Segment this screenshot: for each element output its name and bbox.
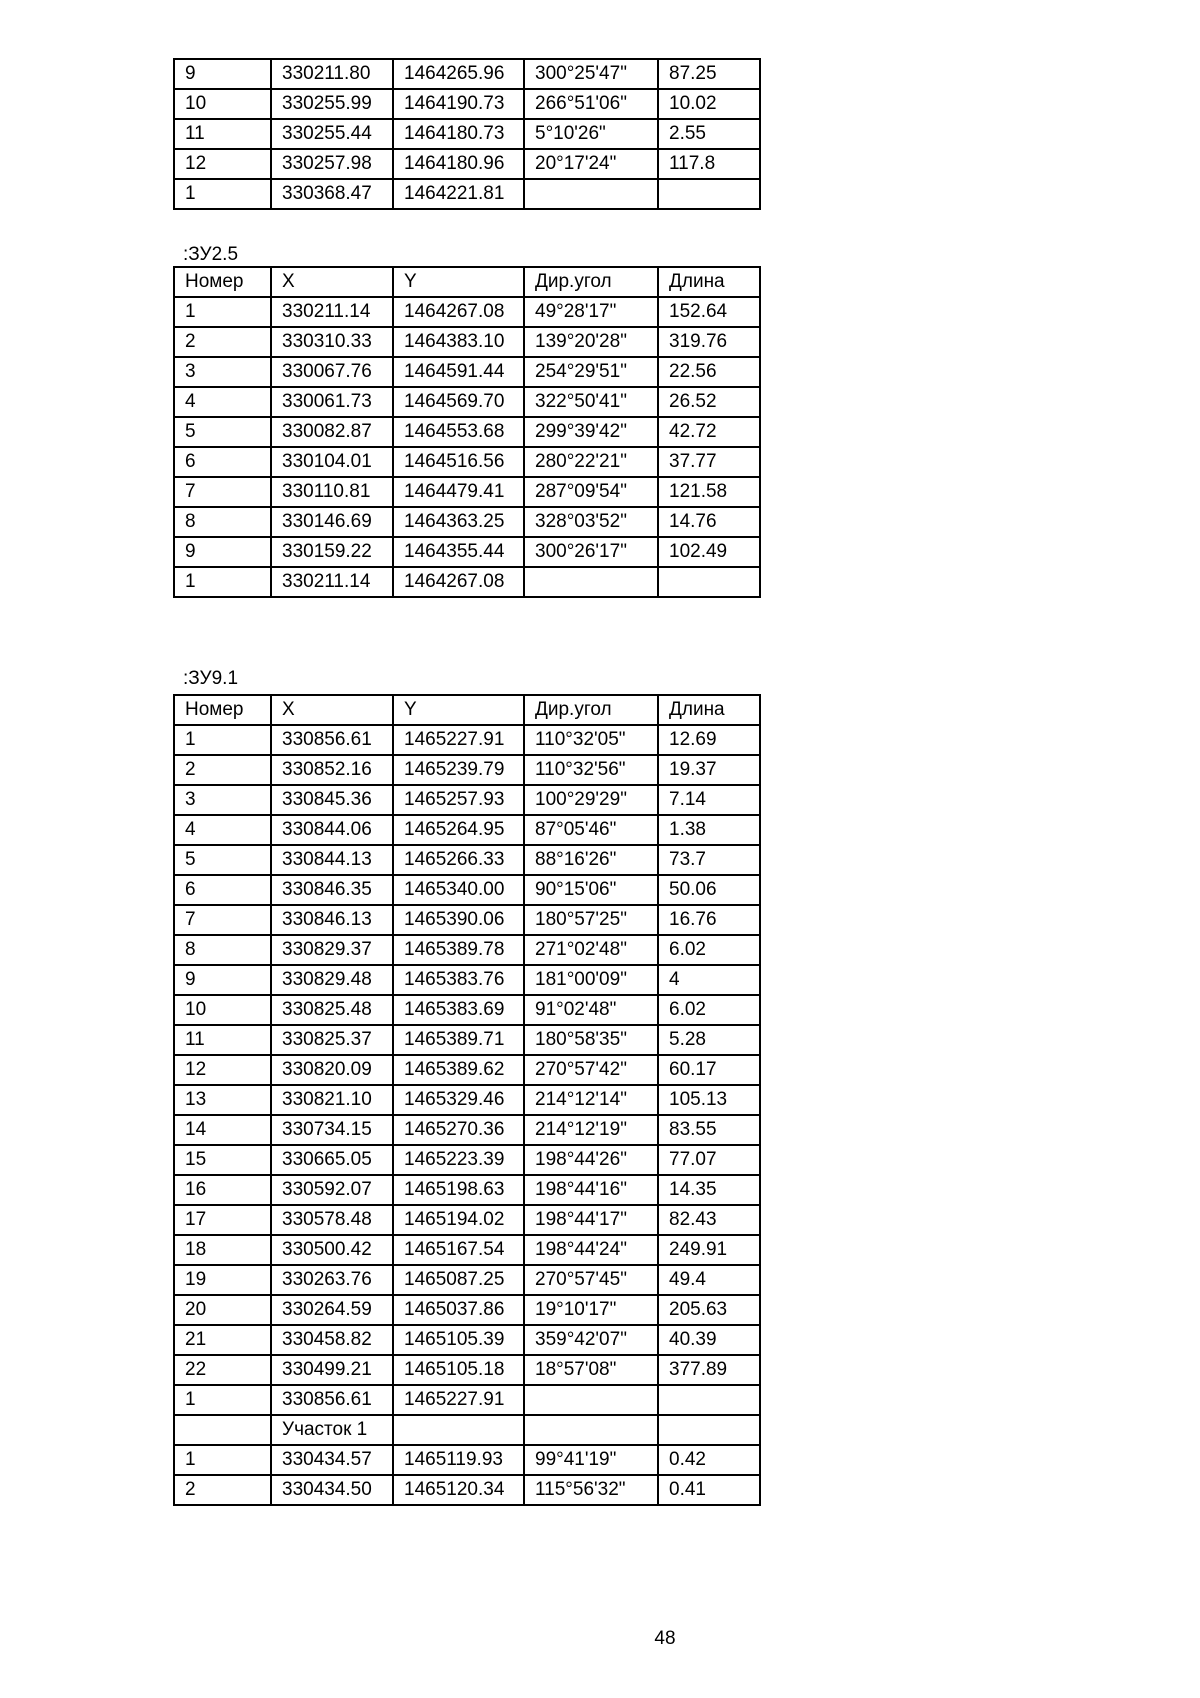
table-cell: 330665.05 bbox=[271, 1145, 393, 1175]
table-cell bbox=[174, 1415, 271, 1445]
table-cell: 1465105.18 bbox=[393, 1355, 524, 1385]
table-cell: 5.28 bbox=[658, 1025, 760, 1055]
table-row bbox=[174, 1295, 760, 1325]
table-row bbox=[174, 815, 760, 845]
header-cell: Номер bbox=[174, 695, 271, 725]
table-body bbox=[174, 695, 760, 1505]
table-cell: 214°12'19" bbox=[524, 1115, 658, 1145]
table-cell: 328°03'52" bbox=[524, 507, 658, 537]
table-cell: 180°58'35" bbox=[524, 1025, 658, 1055]
table-cell: 330821.10 bbox=[271, 1085, 393, 1115]
coordinates-table-zu9-1 bbox=[173, 694, 761, 1506]
table-cell: 1464180.96 bbox=[393, 149, 524, 179]
table-cell: 117.8 bbox=[658, 149, 760, 179]
table-cell: 1465340.00 bbox=[393, 875, 524, 905]
table-cell: 5 bbox=[174, 417, 271, 447]
table-cell: 20°17'24" bbox=[524, 149, 658, 179]
table-cell: 16.76 bbox=[658, 905, 760, 935]
table-cell: 2 bbox=[174, 1475, 271, 1505]
header-cell: Y bbox=[393, 695, 524, 725]
table-row bbox=[174, 59, 760, 89]
table-cell: 4 bbox=[174, 815, 271, 845]
table-row bbox=[174, 447, 760, 477]
table-row bbox=[174, 89, 760, 119]
header-cell: Длина bbox=[658, 267, 760, 297]
table-cell: 300°26'17" bbox=[524, 537, 658, 567]
table-cell: 330146.69 bbox=[271, 507, 393, 537]
table-row bbox=[174, 1175, 760, 1205]
table-header-row bbox=[174, 267, 760, 297]
table-body bbox=[174, 59, 760, 209]
table-cell: 7.14 bbox=[658, 785, 760, 815]
table-cell: 7 bbox=[174, 905, 271, 935]
table-cell: 6 bbox=[174, 447, 271, 477]
table-cell: 49°28'17" bbox=[524, 297, 658, 327]
table-cell: 330264.59 bbox=[271, 1295, 393, 1325]
table-cell: 3 bbox=[174, 357, 271, 387]
table-cell bbox=[393, 1415, 524, 1445]
table-cell: 1464591.44 bbox=[393, 357, 524, 387]
table-cell: 19 bbox=[174, 1265, 271, 1295]
header-cell: Y bbox=[393, 267, 524, 297]
table-cell: 2.55 bbox=[658, 119, 760, 149]
table-cell: 110°32'05" bbox=[524, 725, 658, 755]
table-row bbox=[174, 1445, 760, 1475]
section-label-zu2-5: :ЗУ2.5 bbox=[183, 244, 239, 265]
table-cell: 5°10'26" bbox=[524, 119, 658, 149]
table-cell: 50.06 bbox=[658, 875, 760, 905]
table-cell: 249.91 bbox=[658, 1235, 760, 1265]
table-row bbox=[174, 725, 760, 755]
table-cell: 16 bbox=[174, 1175, 271, 1205]
table-cell: 287°09'54" bbox=[524, 477, 658, 507]
table-cell: 90°15'06" bbox=[524, 875, 658, 905]
table-cell: 21 bbox=[174, 1325, 271, 1355]
table-cell bbox=[658, 1385, 760, 1415]
table-cell: 7 bbox=[174, 477, 271, 507]
table-cell: 1464355.44 bbox=[393, 537, 524, 567]
table-row bbox=[174, 1385, 760, 1415]
table-row bbox=[174, 297, 760, 327]
table-row bbox=[174, 1085, 760, 1115]
table-cell: 1464479.41 bbox=[393, 477, 524, 507]
table-cell: 198°44'24" bbox=[524, 1235, 658, 1265]
table-cell bbox=[524, 1415, 658, 1445]
table-cell: 26.52 bbox=[658, 387, 760, 417]
table-row bbox=[174, 417, 760, 447]
table-cell: 88°16'26" bbox=[524, 845, 658, 875]
table-cell: 1465167.54 bbox=[393, 1235, 524, 1265]
table-cell: 198°44'26" bbox=[524, 1145, 658, 1175]
table-cell: 330257.98 bbox=[271, 149, 393, 179]
table-cell: 330734.15 bbox=[271, 1115, 393, 1145]
table-cell: 330255.99 bbox=[271, 89, 393, 119]
header-cell: Дир.угол bbox=[524, 267, 658, 297]
table-cell: 1465383.69 bbox=[393, 995, 524, 1025]
table-cell bbox=[524, 179, 658, 209]
table-cell: 330845.36 bbox=[271, 785, 393, 815]
table-cell: 1465227.91 bbox=[393, 725, 524, 755]
table-cell: 83.55 bbox=[658, 1115, 760, 1145]
table-cell: 330067.76 bbox=[271, 357, 393, 387]
table-row bbox=[174, 387, 760, 417]
table-cell bbox=[658, 1415, 760, 1445]
table-cell: 1465037.86 bbox=[393, 1295, 524, 1325]
table-cell: 2 bbox=[174, 327, 271, 357]
table-cell: 1465120.34 bbox=[393, 1475, 524, 1505]
table-cell: 330368.47 bbox=[271, 179, 393, 209]
table-cell: 87.25 bbox=[658, 59, 760, 89]
table-cell: 37.77 bbox=[658, 447, 760, 477]
table-cell: 49.4 bbox=[658, 1265, 760, 1295]
table-cell: 330211.80 bbox=[271, 59, 393, 89]
table-cell bbox=[658, 179, 760, 209]
table-cell: 1 bbox=[174, 297, 271, 327]
table-cell: 198°44'16" bbox=[524, 1175, 658, 1205]
table-cell: 1464569.70 bbox=[393, 387, 524, 417]
table-row bbox=[174, 179, 760, 209]
table-cell: 14.35 bbox=[658, 1175, 760, 1205]
table-cell: 10 bbox=[174, 995, 271, 1025]
table-cell: 115°56'32" bbox=[524, 1475, 658, 1505]
table-cell: Участок 1 bbox=[271, 1415, 393, 1445]
table-cell: 330846.35 bbox=[271, 875, 393, 905]
table-cell: 330263.76 bbox=[271, 1265, 393, 1295]
table-cell bbox=[524, 1385, 658, 1415]
table-cell: 330458.82 bbox=[271, 1325, 393, 1355]
table-cell: 1 bbox=[174, 1385, 271, 1415]
table-cell: 1 bbox=[174, 1445, 271, 1475]
table-body bbox=[174, 267, 760, 597]
table-cell: 1465227.91 bbox=[393, 1385, 524, 1415]
table-cell: 20 bbox=[174, 1295, 271, 1325]
table-cell bbox=[524, 567, 658, 597]
table-cell: 17 bbox=[174, 1205, 271, 1235]
table-row bbox=[174, 1145, 760, 1175]
table-cell: 330434.57 bbox=[271, 1445, 393, 1475]
header-cell: Длина bbox=[658, 695, 760, 725]
table-cell: 330825.37 bbox=[271, 1025, 393, 1055]
page-number: 48 bbox=[654, 1628, 676, 1649]
table-cell: 4 bbox=[174, 387, 271, 417]
table-cell: 3 bbox=[174, 785, 271, 815]
table-cell: 330211.14 bbox=[271, 567, 393, 597]
table-row bbox=[174, 875, 760, 905]
table-cell: 10.02 bbox=[658, 89, 760, 119]
table-cell: 266°51'06" bbox=[524, 89, 658, 119]
table-row bbox=[174, 507, 760, 537]
table-row bbox=[174, 1115, 760, 1145]
table-cell: 1464516.56 bbox=[393, 447, 524, 477]
table-row bbox=[174, 1325, 760, 1355]
table-cell: 330082.87 bbox=[271, 417, 393, 447]
table-cell: 9 bbox=[174, 537, 271, 567]
table-cell: 14.76 bbox=[658, 507, 760, 537]
table-cell: 1465198.63 bbox=[393, 1175, 524, 1205]
table-cell: 1465223.39 bbox=[393, 1145, 524, 1175]
table-cell: 330499.21 bbox=[271, 1355, 393, 1385]
table-cell: 22.56 bbox=[658, 357, 760, 387]
table-cell: 280°22'21" bbox=[524, 447, 658, 477]
table-cell: 1 bbox=[174, 179, 271, 209]
table-row bbox=[174, 1265, 760, 1295]
table-cell: 18°57'08" bbox=[524, 1355, 658, 1385]
table-cell: 1465270.36 bbox=[393, 1115, 524, 1145]
table-cell: 1465087.25 bbox=[393, 1265, 524, 1295]
table-cell: 254°29'51" bbox=[524, 357, 658, 387]
table-cell: 319.76 bbox=[658, 327, 760, 357]
table-cell: 18 bbox=[174, 1235, 271, 1265]
table-cell: 100°29'29" bbox=[524, 785, 658, 815]
table-row bbox=[174, 357, 760, 387]
table-cell: 11 bbox=[174, 119, 271, 149]
table-cell: 330825.48 bbox=[271, 995, 393, 1025]
table-cell: 1464267.08 bbox=[393, 567, 524, 597]
table-row bbox=[174, 567, 760, 597]
table-cell: 377.89 bbox=[658, 1355, 760, 1385]
table-header-row bbox=[174, 695, 760, 725]
table-cell: 9 bbox=[174, 965, 271, 995]
table-row bbox=[174, 995, 760, 1025]
coordinates-table-zu2-5 bbox=[173, 266, 761, 598]
table-cell: 214°12'14" bbox=[524, 1085, 658, 1115]
table-cell: 300°25'47" bbox=[524, 59, 658, 89]
table-cell: 330856.61 bbox=[271, 725, 393, 755]
table-cell: 6.02 bbox=[658, 995, 760, 1025]
table-cell: 1465329.46 bbox=[393, 1085, 524, 1115]
table-cell: 330844.13 bbox=[271, 845, 393, 875]
table-cell: 322°50'41" bbox=[524, 387, 658, 417]
table-cell: 1465119.93 bbox=[393, 1445, 524, 1475]
table-row bbox=[174, 1355, 760, 1385]
table-cell: 330500.42 bbox=[271, 1235, 393, 1265]
table-row bbox=[174, 755, 760, 785]
table-cell: 330844.06 bbox=[271, 815, 393, 845]
table-cell: 1465105.39 bbox=[393, 1325, 524, 1355]
table-cell: 1465390.06 bbox=[393, 905, 524, 935]
table-cell: 82.43 bbox=[658, 1205, 760, 1235]
table-cell: 1465389.71 bbox=[393, 1025, 524, 1055]
table-cell: 11 bbox=[174, 1025, 271, 1055]
table-cell: 4 bbox=[658, 965, 760, 995]
table-cell: 40.39 bbox=[658, 1325, 760, 1355]
table-cell: 180°57'25" bbox=[524, 905, 658, 935]
table-cell: 1464190.73 bbox=[393, 89, 524, 119]
table-cell: 330578.48 bbox=[271, 1205, 393, 1235]
table-cell: 8 bbox=[174, 507, 271, 537]
table-cell: 181°00'09" bbox=[524, 965, 658, 995]
table-cell: 1464383.10 bbox=[393, 327, 524, 357]
table-cell: 270°57'45" bbox=[524, 1265, 658, 1295]
table-cell: 1465266.33 bbox=[393, 845, 524, 875]
table-cell: 359°42'07" bbox=[524, 1325, 658, 1355]
table-cell: 42.72 bbox=[658, 417, 760, 447]
table-row bbox=[174, 477, 760, 507]
table-row bbox=[174, 149, 760, 179]
table-cell: 1465257.93 bbox=[393, 785, 524, 815]
table-row bbox=[174, 1235, 760, 1265]
table-cell: 77.07 bbox=[658, 1145, 760, 1175]
table-cell: 12 bbox=[174, 1055, 271, 1085]
table-cell: 1464553.68 bbox=[393, 417, 524, 447]
table-cell: 330211.14 bbox=[271, 297, 393, 327]
table-cell: 330852.16 bbox=[271, 755, 393, 785]
table-cell: 1464265.96 bbox=[393, 59, 524, 89]
table-cell: 1465383.76 bbox=[393, 965, 524, 995]
table-cell: 270°57'42" bbox=[524, 1055, 658, 1085]
table-cell: 330829.48 bbox=[271, 965, 393, 995]
table-cell: 330829.37 bbox=[271, 935, 393, 965]
table-cell: 19.37 bbox=[658, 755, 760, 785]
table-row bbox=[174, 1415, 760, 1445]
table-cell: 14 bbox=[174, 1115, 271, 1145]
table-cell: 1465389.78 bbox=[393, 935, 524, 965]
coordinates-table-continued bbox=[173, 58, 761, 210]
table-cell: 1 bbox=[174, 725, 271, 755]
table-cell: 330434.50 bbox=[271, 1475, 393, 1505]
table-cell: 330255.44 bbox=[271, 119, 393, 149]
table-cell: 105.13 bbox=[658, 1085, 760, 1115]
table-cell: 299°39'42" bbox=[524, 417, 658, 447]
table-cell: 205.63 bbox=[658, 1295, 760, 1325]
table-cell: 5 bbox=[174, 845, 271, 875]
table-row bbox=[174, 845, 760, 875]
table-cell: 15 bbox=[174, 1145, 271, 1175]
table-cell: 9 bbox=[174, 59, 271, 89]
table-cell: 2 bbox=[174, 755, 271, 785]
table-cell: 1 bbox=[174, 567, 271, 597]
table-cell: 12.69 bbox=[658, 725, 760, 755]
table-cell: 330846.13 bbox=[271, 905, 393, 935]
table-row bbox=[174, 1025, 760, 1055]
table-row bbox=[174, 119, 760, 149]
table-cell: 1465239.79 bbox=[393, 755, 524, 785]
table-cell: 8 bbox=[174, 935, 271, 965]
header-cell: X bbox=[271, 695, 393, 725]
table-cell: 1464267.08 bbox=[393, 297, 524, 327]
table-row bbox=[174, 1475, 760, 1505]
table-cell: 0.42 bbox=[658, 1445, 760, 1475]
header-cell: Дир.угол bbox=[524, 695, 658, 725]
table-cell: 330592.07 bbox=[271, 1175, 393, 1205]
header-cell: X bbox=[271, 267, 393, 297]
table-cell: 12 bbox=[174, 149, 271, 179]
table-cell: 110°32'56" bbox=[524, 755, 658, 785]
table-cell: 271°02'48" bbox=[524, 935, 658, 965]
header-cell: Номер bbox=[174, 267, 271, 297]
table-cell: 1465389.62 bbox=[393, 1055, 524, 1085]
table-cell: 6 bbox=[174, 875, 271, 905]
table-row bbox=[174, 905, 760, 935]
table-row bbox=[174, 965, 760, 995]
table-cell: 22 bbox=[174, 1355, 271, 1385]
table-row bbox=[174, 1205, 760, 1235]
table-cell: 13 bbox=[174, 1085, 271, 1115]
table-cell: 1464180.73 bbox=[393, 119, 524, 149]
table-cell: 91°02'48" bbox=[524, 995, 658, 1025]
table-cell: 102.49 bbox=[658, 537, 760, 567]
table-cell: 330110.81 bbox=[271, 477, 393, 507]
table-cell: 1.38 bbox=[658, 815, 760, 845]
table-cell: 330061.73 bbox=[271, 387, 393, 417]
table-cell: 1465264.95 bbox=[393, 815, 524, 845]
table-cell: 10 bbox=[174, 89, 271, 119]
table-cell: 330104.01 bbox=[271, 447, 393, 477]
table-cell: 152.64 bbox=[658, 297, 760, 327]
table-cell: 121.58 bbox=[658, 477, 760, 507]
table-row bbox=[174, 935, 760, 965]
table-cell: 19°10'17" bbox=[524, 1295, 658, 1325]
table-cell: 60.17 bbox=[658, 1055, 760, 1085]
table-cell: 330820.09 bbox=[271, 1055, 393, 1085]
section-label-zu9-1: :ЗУ9.1 bbox=[183, 668, 239, 689]
table-cell: 1465194.02 bbox=[393, 1205, 524, 1235]
table-cell: 6.02 bbox=[658, 935, 760, 965]
table-cell: 330856.61 bbox=[271, 1385, 393, 1415]
table-cell bbox=[658, 567, 760, 597]
table-cell: 87°05'46" bbox=[524, 815, 658, 845]
table-row bbox=[174, 785, 760, 815]
table-cell: 99°41'19" bbox=[524, 1445, 658, 1475]
table-row bbox=[174, 537, 760, 567]
table-cell: 1464221.81 bbox=[393, 179, 524, 209]
table-cell: 139°20'28" bbox=[524, 327, 658, 357]
table-cell: 1464363.25 bbox=[393, 507, 524, 537]
table-cell: 73.7 bbox=[658, 845, 760, 875]
table-cell: 198°44'17" bbox=[524, 1205, 658, 1235]
table-row bbox=[174, 1055, 760, 1085]
table-cell: 330310.33 bbox=[271, 327, 393, 357]
table-cell: 0.41 bbox=[658, 1475, 760, 1505]
table-cell: 330159.22 bbox=[271, 537, 393, 567]
table-row bbox=[174, 327, 760, 357]
